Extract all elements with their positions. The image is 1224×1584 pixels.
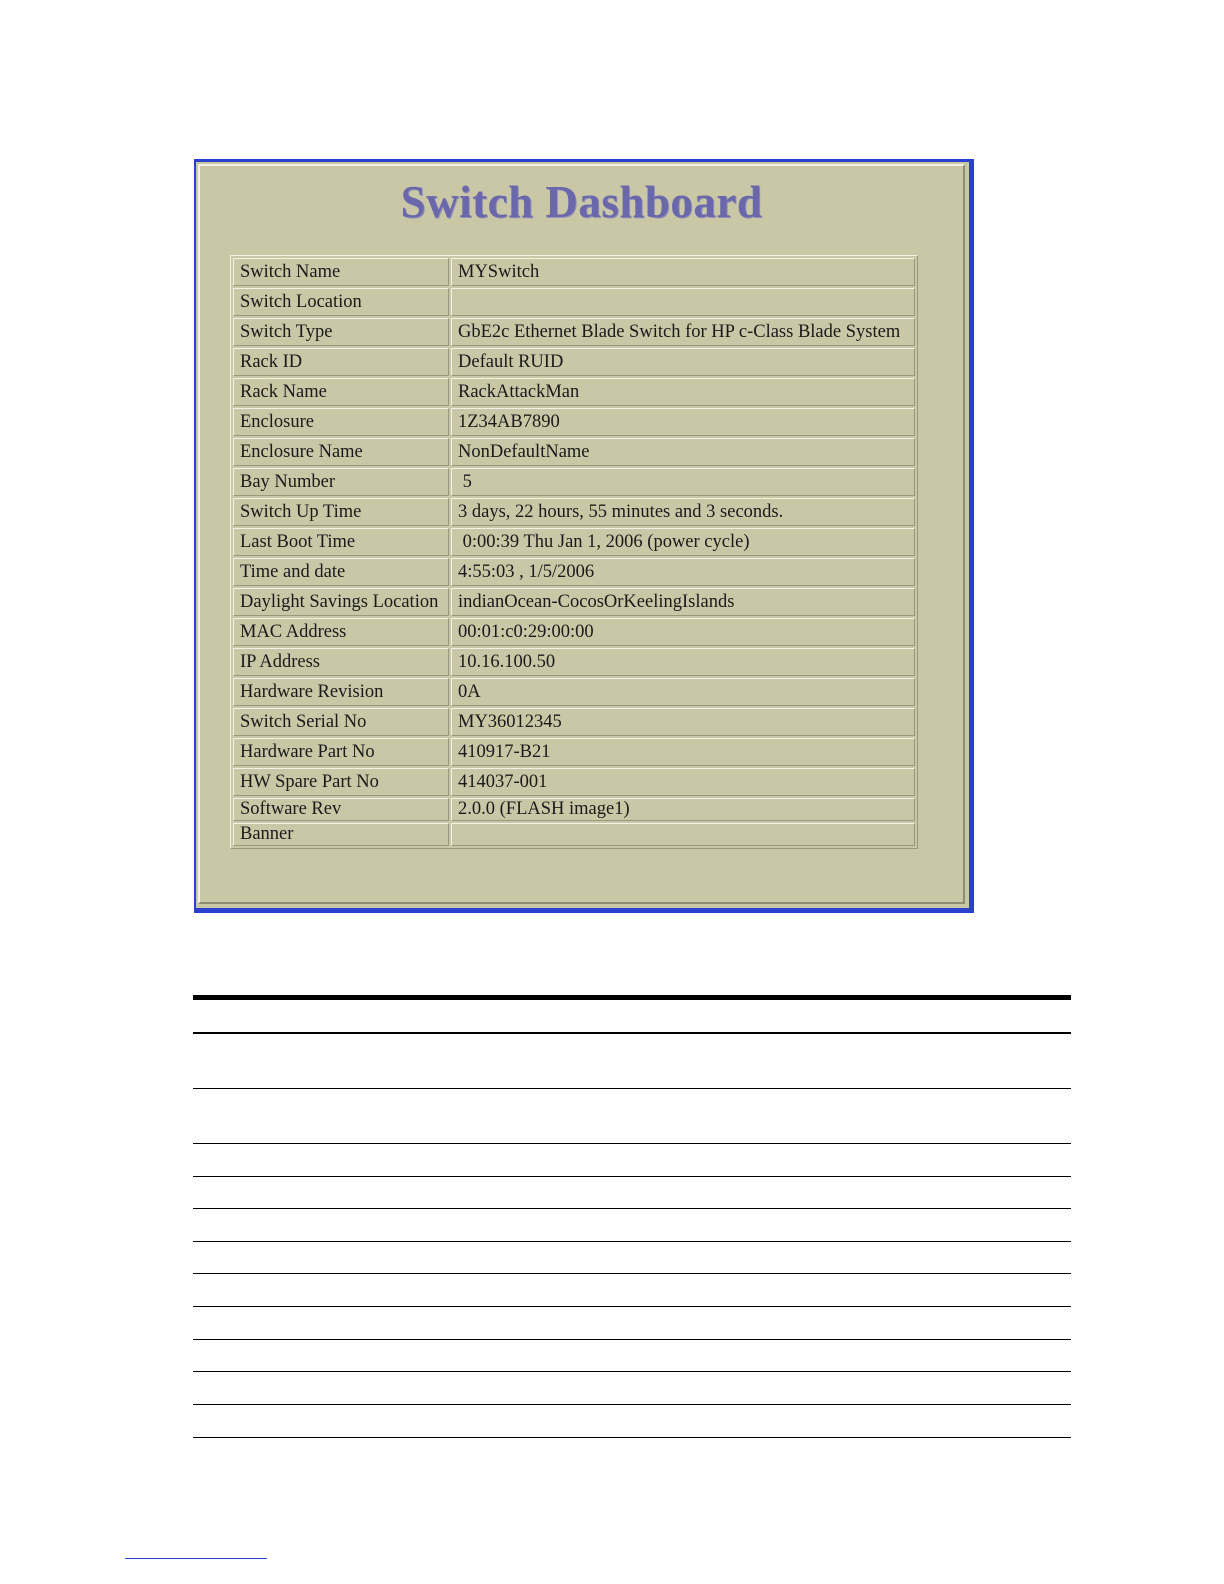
table-row [233,438,915,466]
row-value: indianOcean-CocosOrKeelingIslands [451,588,915,616]
table-row [233,678,915,706]
row-value [451,823,915,846]
footnote-separator [125,1558,267,1559]
table-row [233,288,915,316]
row-label: Daylight Savings Location [233,588,449,616]
row-value: RackAttackMan [451,378,915,406]
table-row-divider [193,1176,1071,1177]
table-header-rule [193,1032,1071,1034]
table-row [233,498,915,526]
row-label: Enclosure Name [233,438,449,466]
table-row [233,378,915,406]
table-row-divider [193,1208,1071,1209]
table-row-divider [193,1371,1071,1372]
row-value: 10.16.100.50 [451,648,915,676]
table-row-divider [193,1088,1071,1089]
row-label: Switch Type [233,318,449,346]
table-row-divider [193,1404,1071,1405]
row-value: Default RUID [451,348,915,376]
page-title: Switch Dashboard [400,177,763,227]
row-value [451,288,915,316]
row-value: 1Z34AB7890 [451,408,915,436]
table-row-divider [193,1273,1071,1274]
row-label: Enclosure [233,408,449,436]
row-label: Bay Number [233,468,449,496]
row-value: NonDefaultName [451,438,915,466]
row-label: HW Spare Part No [233,768,449,796]
table-row [233,558,915,586]
row-value: 0A [451,678,915,706]
table-row [233,823,915,846]
table-row [233,588,915,616]
table-row [233,798,915,821]
row-label: Rack Name [233,378,449,406]
row-value: MY36012345 [451,708,915,736]
row-label: Software Rev [233,798,449,821]
row-label: Rack ID [233,348,449,376]
table-row [233,258,915,286]
row-value: GbE2c Ethernet Blade Switch for HP c-Class Blade System [451,318,915,346]
row-value: 00:01:c0:29:00:00 [451,618,915,646]
row-label: Hardware Part No [233,738,449,766]
row-value: MYSwitch [451,258,915,286]
table-row [233,408,915,436]
table-row-divider [193,1241,1071,1242]
row-value: 5 [451,468,915,496]
row-label: Hardware Revision [233,678,449,706]
table-row [233,468,915,496]
row-label: Banner [233,823,449,846]
table-row [233,618,915,646]
row-label: MAC Address [233,618,449,646]
table-row-divider [193,1306,1071,1307]
row-label: Switch Up Time [233,498,449,526]
row-label: Switch Name [233,258,449,286]
row-value: 0:00:39 Thu Jan 1, 2006 (power cycle) [451,528,915,556]
row-value: 3 days, 22 hours, 55 minutes and 3 seconds. [451,498,915,526]
switch-dashboard-screenshot [194,159,974,913]
table-row-divider [193,1143,1071,1144]
table-row [233,348,915,376]
row-label: Last Boot Time [233,528,449,556]
row-value: 414037-001 [451,768,915,796]
row-value: 4:55:03 , 1/5/2006 [451,558,915,586]
table-bottom-rule [193,1437,1071,1438]
switch-info-table [230,255,918,849]
table-row [233,708,915,736]
row-label: Switch Serial No [233,708,449,736]
row-label: IP Address [233,648,449,676]
table-row [233,528,915,556]
table-row-divider [193,1339,1071,1340]
table-row [233,648,915,676]
row-value: 2.0.0 (FLASH image1) [451,798,915,821]
table-top-rule [193,995,1071,1000]
row-label: Time and date [233,558,449,586]
row-value: 410917-B21 [451,738,915,766]
table-row [233,738,915,766]
table-row [233,768,915,796]
table-row [233,318,915,346]
dashboard-panel [198,164,965,904]
row-label: Switch Location [233,288,449,316]
